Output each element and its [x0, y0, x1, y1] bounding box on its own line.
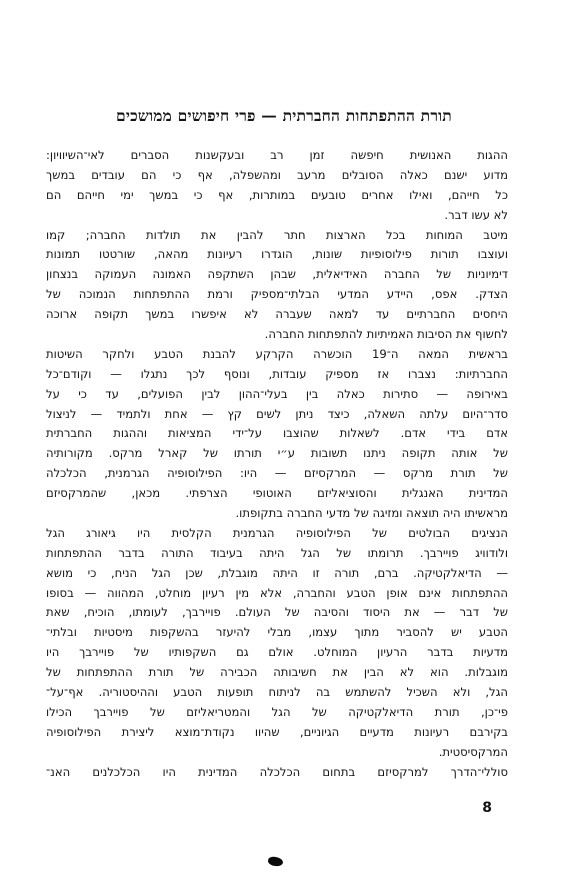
text-line: הגל, ולא השכיל להשתמש בה לניתוח תופעות הטבע וההיסטוריה. אף־על־: [46, 685, 508, 700]
section-title: תורת ההתפתחות החברתית — פרי חיפושים ממושכים: [116, 106, 452, 125]
text-line: של אותה תקופה ניתנו תשובות ע״י תורתו של קארל מרקס. מקורותיה: [46, 446, 508, 461]
text-line: ולודוויג פויירבך. תרומתו של הגל היתה בעיבוד התורה בדבר ההתפתחות: [46, 545, 508, 560]
text-line: מדעיות בדבר הרעיון המוחלט. אולם גם השקפותיו של פויירבך היו: [46, 645, 508, 660]
text-line: פי־כן, תורת הדיאלקטיקה של הגל והמטריאליזם של פויירבך הכילו: [46, 704, 508, 719]
text-line: ההגות האנושית חיפשה זמן רב ובעקשנות הסברים לאי־השיוויון:: [46, 148, 508, 162]
text-line: המרקסיסטית.: [438, 744, 508, 759]
text-line: ההתפתחות אינם אופן הטבע והחברה, אלא מין רעיון מוחלט, המהווה — בסופו: [46, 585, 508, 600]
text-line: מיטב המוחות בכל הארצות חתר להבין את תולדות החברה; קמו: [46, 227, 508, 242]
text-line: — הדיאלקטיקה. ברם, תורה זו היתה מוגבלת, שכן הגל הניח, כי מושא: [46, 565, 508, 580]
text-line: של תורת מרקס — המרקסיזם — היו: הפילוסופיה הגרמנית, הכלכלה: [46, 466, 508, 481]
body-text: [46, 146, 508, 783]
text-line: כל חייהם, ואילו אחרים טובעים במותרות, אף כי במשך ימי חייהם הם: [46, 187, 508, 202]
text-line: סוללי־הדרך למרקסיזם בתחום הכלכלה המדינית היו הכלכלנים האנ־: [46, 764, 508, 779]
text-line: היחסים החברתיים עד למאה שעברה לא איפשרו במשך תקופה ארוכה: [46, 307, 508, 322]
text-line: הצדק. אפס, היידע המדעי הבלתי־מספיק ורמת ההתפתחות הנמוכה של: [46, 287, 508, 302]
text-line: בראשית המאה ה־19 הוכשרה הקרקע להבנת הטבע ולחקר השיטות: [46, 346, 508, 361]
ink-blot: [267, 856, 283, 867]
text-line: לא עשו דבר.: [444, 207, 508, 222]
text-line: אדם בידי אדם. לשאלות שהוצבו על־ידי המציאות וההגות החברתית: [46, 426, 508, 441]
text-line: ועוצבו תורות פילוסופיות שונות, הוגדרו רעיונות מהאה, שורטטו תמונות: [46, 247, 508, 262]
text-line: של דבר — את היסוד והסיבה של העולם. פויירבך, לעומתו, הוכיח, שאת: [46, 605, 508, 620]
text-line: מדוע ישנם כאלה הסובלים מרעב ומהשפלה, אף כי הם עובדים במשך: [46, 167, 508, 182]
page-number: 8: [482, 800, 492, 816]
text-line: מראשיתו היה תוצאה ומזיגה של מדעי החברה בתקופתו.: [235, 506, 508, 521]
text-line: סדר־היום עלתה השאלה, כיצד ניתן לשים קץ — אחת ולתמיד — לניצול: [46, 406, 508, 421]
text-line: באירופה — סתירות כאלה בין בעלי־ההון לבין הפועלים, עד כי על: [46, 386, 508, 401]
text-line: בקירבם רעיונות מדעיים הגיוניים, שהיוו נקודת־מוצא ליצירת הפילוסופיה: [46, 724, 508, 739]
text-line: לחשוף את הסיבות האמיתיות להתפתחות החברה.: [264, 327, 508, 342]
text-line: החברתיות: נצברו אז מספיק עובדות, ונוסף לכך נתגלו — וקודם־כל: [46, 366, 508, 381]
text-line: המדינית האנגלית והסוציאליזם האוטופי הצרפתי. מכאן, שהמרקסיזם: [46, 486, 508, 501]
text-line: דימיוניות של החברה האידיאלית, שבהן השתקפה האמונה העמוקה בנצחון: [46, 267, 508, 282]
text-line: הטבע יש להסביר מתוך עצמו, מבלי להיעזר בהשקפות מיסטיות ובלתי־: [46, 625, 508, 640]
text-line: מוגבלות. הוא לא הבין את חשיבותה הכבירה של תורת ההתפתחות של: [46, 665, 508, 680]
text-line: הנציגים הבולטים של הפילוסופיה הגרמנית הקלסית היו גיאורג הגל: [46, 525, 508, 540]
